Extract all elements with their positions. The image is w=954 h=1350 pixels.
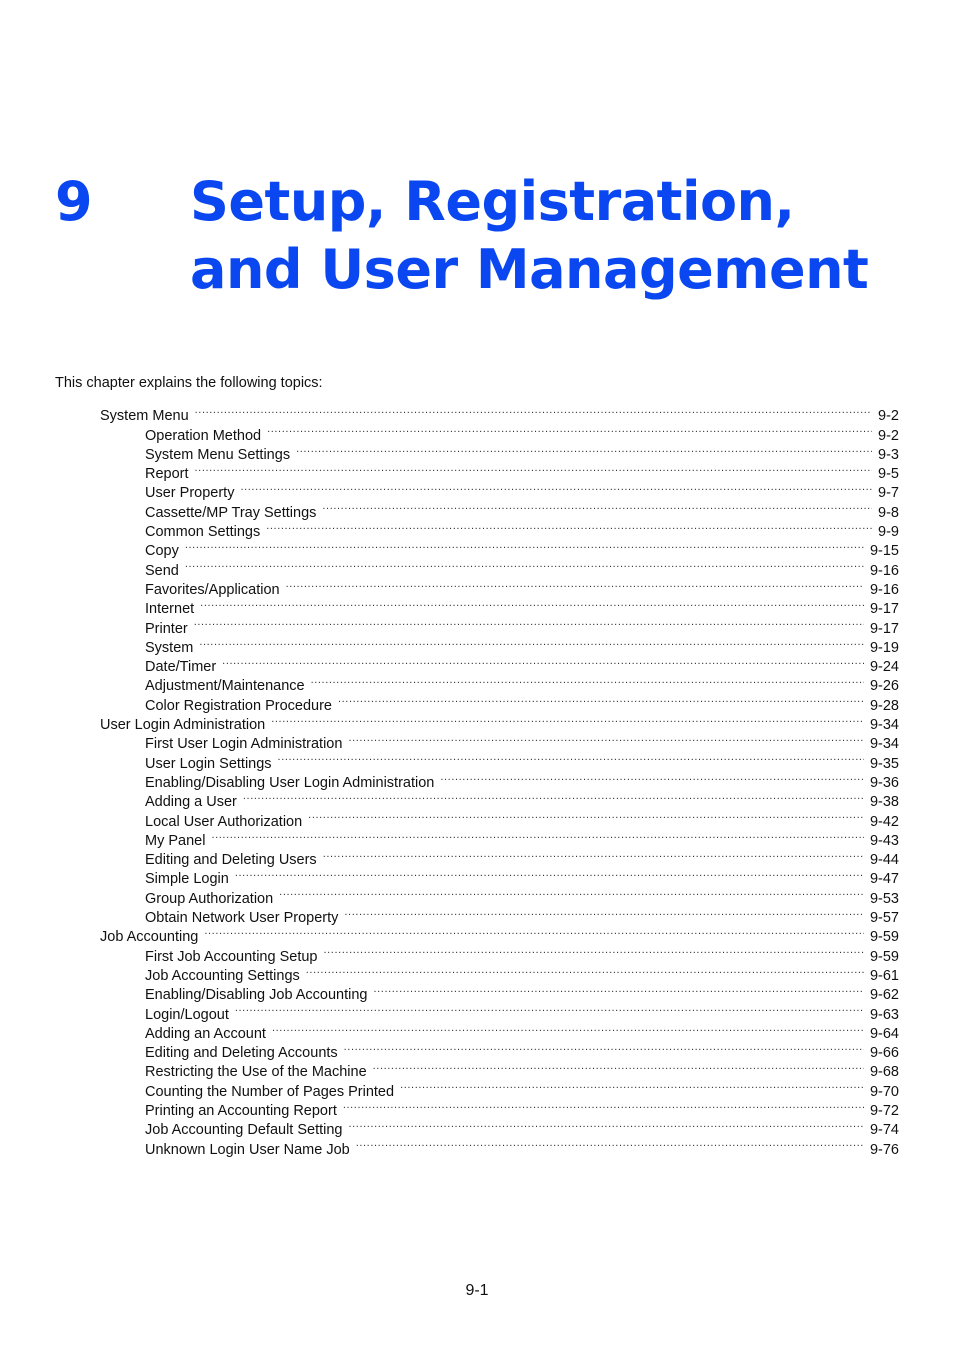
toc-entry-page: 9-3	[878, 446, 899, 463]
toc-dot-leader	[279, 883, 864, 902]
toc-subsection-entry[interactable]	[100, 652, 899, 676]
toc-dot-leader	[373, 1057, 864, 1076]
toc-dot-leader	[211, 826, 864, 845]
toc-subsection-entry[interactable]	[100, 826, 899, 849]
toc-dot-leader	[311, 671, 864, 690]
toc-entry-label: Internet	[145, 601, 195, 618]
toc-dot-leader	[235, 999, 864, 1018]
toc-dot-leader	[199, 633, 864, 652]
toc-entry-label: First User Login Administration	[145, 736, 343, 753]
toc-dot-leader	[440, 768, 864, 787]
toc-entry-page: 9-34	[869, 736, 899, 753]
chapter-title-line-1: Setup, Registration,	[190, 170, 795, 233]
toc-entry-label: Local User Authorization	[145, 813, 303, 830]
toc-subsection-entry[interactable]	[100, 555, 899, 579]
toc-entry-page: 9-38	[869, 794, 899, 811]
toc-entry-label: Group Authorization	[145, 890, 274, 907]
toc-entry-label: Color Registration Procedure	[145, 697, 332, 714]
toc-entry-label: Enabling/Disabling Job Accounting	[145, 987, 368, 1004]
toc-entry-label: Editing and Deleting Accounts	[145, 1045, 338, 1062]
toc-entry-page: 9-34	[869, 717, 899, 734]
toc-entry-page: 9-44	[869, 852, 899, 869]
toc-entry-page: 9-5	[878, 466, 899, 483]
toc-section-entry[interactable]	[100, 922, 899, 946]
toc-dot-leader	[235, 864, 864, 883]
toc-entry-label: Copy	[145, 543, 179, 560]
toc-subsection-entry[interactable]	[100, 420, 899, 444]
toc-dot-leader	[349, 1115, 864, 1134]
toc-subsection-entry[interactable]	[100, 575, 899, 598]
toc-dot-leader	[195, 401, 872, 420]
toc-dot-leader	[400, 1076, 864, 1095]
toc-entry-page: 9-8	[878, 504, 899, 521]
toc-entry-page: 9-61	[869, 967, 899, 984]
toc-dot-leader	[296, 440, 872, 459]
toc-dot-leader	[278, 748, 864, 767]
toc-entry-page: 9-7	[878, 485, 899, 502]
toc-subsection-entry[interactable]	[100, 941, 899, 965]
toc-dot-leader	[306, 961, 864, 980]
toc-entry-label: Operation Method	[145, 427, 262, 444]
toc-entry-label: Login/Logout	[145, 1006, 229, 1023]
toc-entry-label: Simple Login	[145, 871, 229, 888]
toc-section-entry[interactable]	[100, 401, 899, 425]
toc-dot-leader	[271, 710, 864, 729]
toc-entry-page: 9-66	[869, 1045, 899, 1062]
toc-entry-page: 9-64	[869, 1025, 899, 1042]
toc-subsection-entry[interactable]	[100, 478, 899, 502]
toc-dot-leader	[323, 845, 864, 864]
toc-entry-page: 9-16	[869, 562, 899, 579]
toc-entry-page: 9-36	[869, 774, 899, 791]
toc-dot-leader	[286, 575, 864, 594]
toc-entry-page: 9-17	[869, 601, 899, 618]
toc-entry-label: First Job Accounting Setup	[145, 948, 318, 965]
toc-dot-leader	[267, 420, 872, 439]
chapter-title-line-2: and User Management	[190, 238, 869, 301]
toc-entry-label: Date/Timer	[145, 659, 217, 676]
toc-entry-page: 9-74	[869, 1122, 899, 1139]
toc-entry-page: 9-26	[869, 678, 899, 695]
chapter-number: 9	[55, 170, 93, 233]
toc-entry-label: Job Accounting Settings	[145, 967, 300, 984]
toc-entry-page: 9-59	[869, 929, 899, 946]
toc-entry-label: Common Settings	[145, 524, 261, 541]
toc-entry-label: Job Accounting Default Setting	[145, 1122, 343, 1139]
toc-entry-label: Unknown Login User Name Job	[145, 1141, 350, 1158]
toc-entry-label: Favorites/Application	[145, 581, 280, 598]
toc-dot-leader	[194, 613, 864, 632]
toc-entry-label: Obtain Network User Property	[145, 910, 339, 927]
toc-entry-label: System Menu Settings	[145, 446, 291, 463]
toc-entry-label: Job Accounting	[100, 929, 199, 946]
toc-entry-page: 9-16	[869, 581, 899, 598]
toc-entry-label: System	[145, 639, 194, 656]
toc-dot-leader	[344, 1038, 864, 1057]
toc-dot-leader	[185, 555, 864, 574]
toc-dot-leader	[322, 497, 872, 516]
toc-entry-label: User Login Administration	[100, 717, 266, 734]
toc-entry-page: 9-19	[869, 639, 899, 656]
toc-dot-leader	[240, 478, 872, 497]
toc-entry-label: User Login Settings	[145, 755, 272, 772]
table-of-contents	[100, 401, 899, 1158]
toc-entry-label: Printer	[145, 620, 188, 637]
toc-entry-page: 9-2	[878, 408, 899, 425]
toc-entry-label: Cassette/MP Tray Settings	[145, 504, 317, 521]
toc-entry-label: Adding an Account	[145, 1025, 266, 1042]
toc-entry-label: My Panel	[145, 832, 206, 849]
toc-dot-leader	[343, 1096, 864, 1115]
toc-entry-page: 9-76	[869, 1141, 899, 1158]
toc-subsection-entry[interactable]	[100, 613, 899, 637]
toc-subsection-entry[interactable]	[100, 594, 899, 618]
toc-entry-page: 9-47	[869, 871, 899, 888]
toc-dot-leader	[222, 652, 864, 671]
toc-dot-leader	[243, 787, 864, 806]
toc-entry-page: 9-57	[869, 910, 899, 927]
toc-entry-page: 9-59	[869, 948, 899, 965]
toc-entry-page: 9-53	[869, 890, 899, 907]
toc-entry-page: 9-17	[869, 620, 899, 637]
toc-entry-page: 9-9	[878, 524, 899, 541]
toc-entry-label: Enabling/Disabling User Login Administration	[145, 774, 435, 791]
toc-dot-leader	[204, 922, 864, 941]
toc-entry-page: 9-35	[869, 755, 899, 772]
toc-dot-leader	[324, 941, 864, 960]
toc-entry-label: Editing and Deleting Users	[145, 852, 317, 869]
toc-entry-page: 9-24	[869, 659, 899, 676]
toc-dot-leader	[266, 517, 872, 536]
toc-subsection-entry[interactable]	[100, 845, 899, 869]
toc-entry-label: Printing an Accounting Report	[145, 1102, 337, 1119]
toc-entry-label: System Menu	[100, 408, 189, 425]
toc-subsection-entry[interactable]	[100, 459, 899, 483]
toc-dot-leader	[185, 536, 864, 555]
toc-dot-leader	[308, 806, 864, 825]
toc-entry-label: User Property	[145, 485, 235, 502]
toc-dot-leader	[373, 980, 863, 999]
toc-entry-label: Adjustment/Maintenance	[145, 678, 305, 695]
toc-entry-page: 9-15	[869, 543, 899, 560]
toc-entry-label: Report	[145, 466, 189, 483]
toc-entry-label: Adding a User	[145, 794, 237, 811]
toc-entry-label: Send	[145, 562, 179, 579]
toc-dot-leader	[356, 1134, 864, 1153]
toc-entry-label: Counting the Number of Pages Printed	[145, 1083, 395, 1100]
toc-entry-page: 9-72	[869, 1102, 899, 1119]
toc-entry-page: 9-70	[869, 1083, 899, 1100]
toc-entry-page: 9-2	[878, 427, 899, 444]
toc-dot-leader	[344, 903, 864, 922]
toc-entry-page: 9-43	[869, 832, 899, 849]
toc-entry-page: 9-28	[869, 697, 899, 714]
toc-entry-page: 9-42	[869, 813, 899, 830]
chapter-title	[190, 168, 930, 304]
toc-subsection-entry[interactable]	[100, 536, 899, 560]
toc-dot-leader	[195, 459, 873, 478]
toc-dot-leader	[338, 690, 864, 709]
toc-entry-label: Restricting the Use of the Machine	[145, 1064, 367, 1081]
toc-dot-leader	[272, 1019, 864, 1038]
page-number: 9-1	[465, 1282, 489, 1299]
toc-dot-leader	[200, 594, 864, 613]
toc-dot-leader	[348, 729, 864, 748]
chapter-intro: This chapter explains the following topics:	[55, 375, 323, 391]
toc-entry-page: 9-63	[869, 1006, 899, 1023]
toc-entry-page: 9-62	[869, 987, 899, 1004]
toc-subsection-entry[interactable]	[100, 633, 899, 656]
toc-subsection-entry[interactable]	[100, 671, 899, 695]
toc-entry-page: 9-68	[869, 1064, 899, 1081]
